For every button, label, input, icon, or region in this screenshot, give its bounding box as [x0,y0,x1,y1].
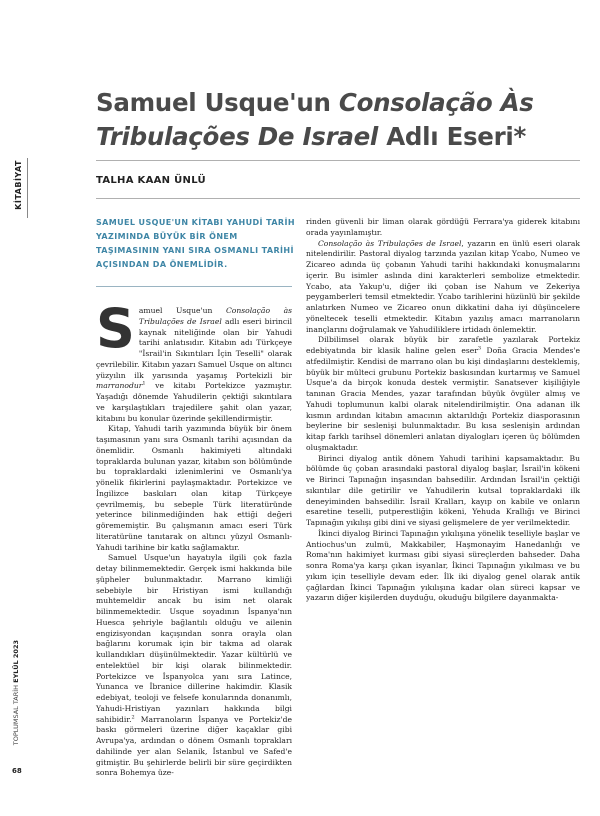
paragraph: Kitap, Yahudi tarih yazımında büyük bir önem taşımasının yanı sıra Osmanlı tarihi açısından da önemlidir. Osmanlı hakimiyeti altındaki topraklarda bulunan yazar, kitabın son bölümünde bu topraklardaki izlenimlerini ve Osmanlı'ya yönelik fikirlerini paylaşmaktadır. Portekizce ve İngilizce baskıları olan kitap Türkçeye çevrilmemiş, bu sebeple Türk literatüründe yeterince bilinmediğinden hak ettiği değeri görememiştir. Bu çalışmanın amacı eseri Türk literatürüne tanıtarak on altıncı yüzyıl Osmanlı-Yahudi tarihine bir katkı sağlamaktır. [96,424,292,552]
text: ve kitabı Portekizce yazmıştır. Yaşadığı dönemde Yahudilerin çektiği sıkıntılara ve karşılaştıkları trajedilere şahit olan yazar, kitabını bu konular üzerinde şekillendirmiştir. [96,381,292,423]
text: Doña Gracia Mendes'e atfedilmiştir. Kendisi de marrano olan bu kişi dindaşlarını desteklemiş, büyük bir mülteci grubunu Portekiz baskısından kurtarmış ve Samuel Usque'a da birçok konuda destek vermiştir. Sanatsever kişiliğiyle tanınan Gracia Mendes, yazar tarafından büyük övgüler almış ve Yahudi toplumunun kalbi olarak nitelendirilmiştir. Ona adanan ilk kısmın ardından kitabın amacının aktarıldığı Portekiz diasporasının beylerine bir seslenişi bulunmaktadır. Bu kısa seslenişin ardından kitap farklı tarihsel dönemleri anlatan diyalogları içeren üç bölümden oluşmaktadır. [306,346,580,452]
issue-date: EYLÜL 2023 [12,640,20,683]
article-title [96,86,576,154]
journal-footer [12,640,20,745]
title-part-1: Samuel Usque'un [96,88,339,117]
title-divider [96,160,580,161]
paragraph [306,335,580,453]
text: adlı eseri birincil kaynak niteliğinde olan bir Yahudi tarihi anlatısıdır. Kitabın adı Türkçeye "İsrail'in Sıkıntıları İçin Teselli" olarak çevrilebilir. Kitabın yazarı Samuel Usque on altıncı yüzyılın ilk yarısında yaşamış Portekizli bir [96,316,293,380]
author-divider [96,198,580,199]
paragraph [96,553,292,779]
text: , yazarın en ünlü eseri olarak nitelendirilir. Pastoral diyalog tarzında yazılan kitap Ycabo, Numeo ve Zicareo adında üç çobanın Yahudi tarihi hakkındaki konuşmalarını içerir. Bu isimler aslında dini karakterleri sembolize etmektedir. Ycabo, ata Yakup'u, diğer iki çoban ise Nahum ve Zekeriya peygamberleri temsil etmektedir. Ycabo tarihlerini hüzünlü bir şekilde anlatırken Numeo ve Zicareo onun dikkatini daha iyi düşüncelere yöneltecek teselli etmektedir. Kitabın yazılış amacı marranoların inançlarını doğrulamak ve Yahudiliklere irtidadı önlemektir. [306,238,580,334]
abstract-divider [96,286,292,287]
term: marranodur [96,381,143,391]
section-divider [27,158,28,218]
footnote-ref: 1 [142,380,146,387]
page-number: 68 [12,767,22,775]
drop-cap: S [96,297,135,360]
text: Marranoların İspanya ve Portekiz'de baskı görmeleri üzerine diğer kaçaklar gibi Avrupa'ya, ardından o dönem Osmanlı toprakları dahilinde yer alan Selanik, İstanbul ve Safed'e gitmiştir. Bu şehirlerde belirli bir süre geçirdikten sonra Bohemya üze- [96,714,292,778]
paragraph: rinden güvenli bir liman olarak gördüğü Ferrara'ya giderek kitabını orada yayınlamıştır. [306,217,580,237]
paragraph: Birinci diyalog antik dönem Yahudi tarihini kapsamaktadır. Bu bölümde üç çoban arasındaki pastoral diyalog başlar, İsrail'in kökeni ve Birinci Tapınağın inşasından bahsedilir. Ardından İsrail'in çektiği sıkıntılar dile getirilir ve Yahudilerin kutsal topraklardaki ilk deneyiminden bahsedilir. İsrail Kralları, kayıp on kabile ve onların esaretine teselli, putperestliğin kökeni, Yehuda Krallığı ve Birinci Tapınağın yıkılışı gibi dini ve siyasi gelişmelere de yer verilmektedir. [306,453,580,527]
text: amuel Usque'un [138,306,226,315]
book-title: Consolação às Tribulações de Israel [318,238,462,248]
author-name: TALHA KAAN ÜNLÜ [96,175,206,186]
abstract-pullquote: SAMUEL USQUE'UN KİTABI YAHUDİ TARİH YAZIMINDA BÜYÜK BİR ÖNEM TAŞIMASININ YANI SIRA OSMANLI TARİHİ AÇISINDAN DA ÖNEMLİDİR. [96,218,295,269]
title-part-3: Adlı Eseri* [378,122,526,151]
book-title: Consolação às Tribulações de Israel [138,306,292,326]
right-column [306,217,580,604]
text: Samuel Usque'un hayatıyla ilgili çok fazla detay bilinmemektedir. Gerçek ismi hakkında bile şüpheler bulunmaktadır. Marrano kimliği sebebiyle bir Hristiyan ismi kullandığı muhtemeldir ancak bu isim net olarak bilinmemektedir. Usque soyadının İspanya'nın Huesca şehriyle bağlantılı olduğu ve ailenin engizisyondan kaçışından sonra orayla olan bağlarını korumak için bir takma ad olarak kullandıkları düşünülmektedir. Yazar kültürlü ve entelektüel bir kişi olarak bilinmektedir. Portekizce ve İspanyolca yanı sıra Latince, Yunanca ve İbranice dillerine hakimdir. Klasik edebiyat, teoloji ve felsefe konularında donanımlı, Yahudi-Hristiyan yazınları hakkında bilgi sahibidir. [96,553,292,724]
footnote-ref: 2 [131,713,135,720]
text: Dilbilimsel olarak büyük bir zarafetle yazılarak Portekiz edebiyatında bir klasik haline gelen eser [306,335,580,355]
left-column [96,297,293,779]
paragraph [96,297,293,424]
section-label: KİTABİYAT [14,160,23,210]
paragraph [306,239,580,336]
title-book-name: Consolação Às Tribulações De Israel [96,88,534,151]
paragraph: İkinci diyalog Birinci Tapınağın yıkılışına yönelik teselliyle başlar ve Antiochus'un zulmü, Makkabiler, Haşmonayim Hanedanlığı ve Roma'nın hakimiyet kurması gibi siyasi süreçlerden bahseder. Daha sonra Roma'ya karşı çıkan isyanlar, İkinci Tapınağın yıkılması ve bu yıkım için teselliyle devam eder. İlk iki diyalog genel olarak antik çağlardan İkinci Tapınağın yıkılışına kadar olan süreci kapsar ve yazarın diğer kişilerden duyduğu, okuduğu bilgilere dayanmakta- [306,528,580,603]
journal-name: TOPLUMSAL TARİH [12,684,20,746]
footnote-ref: 3 [477,345,482,352]
